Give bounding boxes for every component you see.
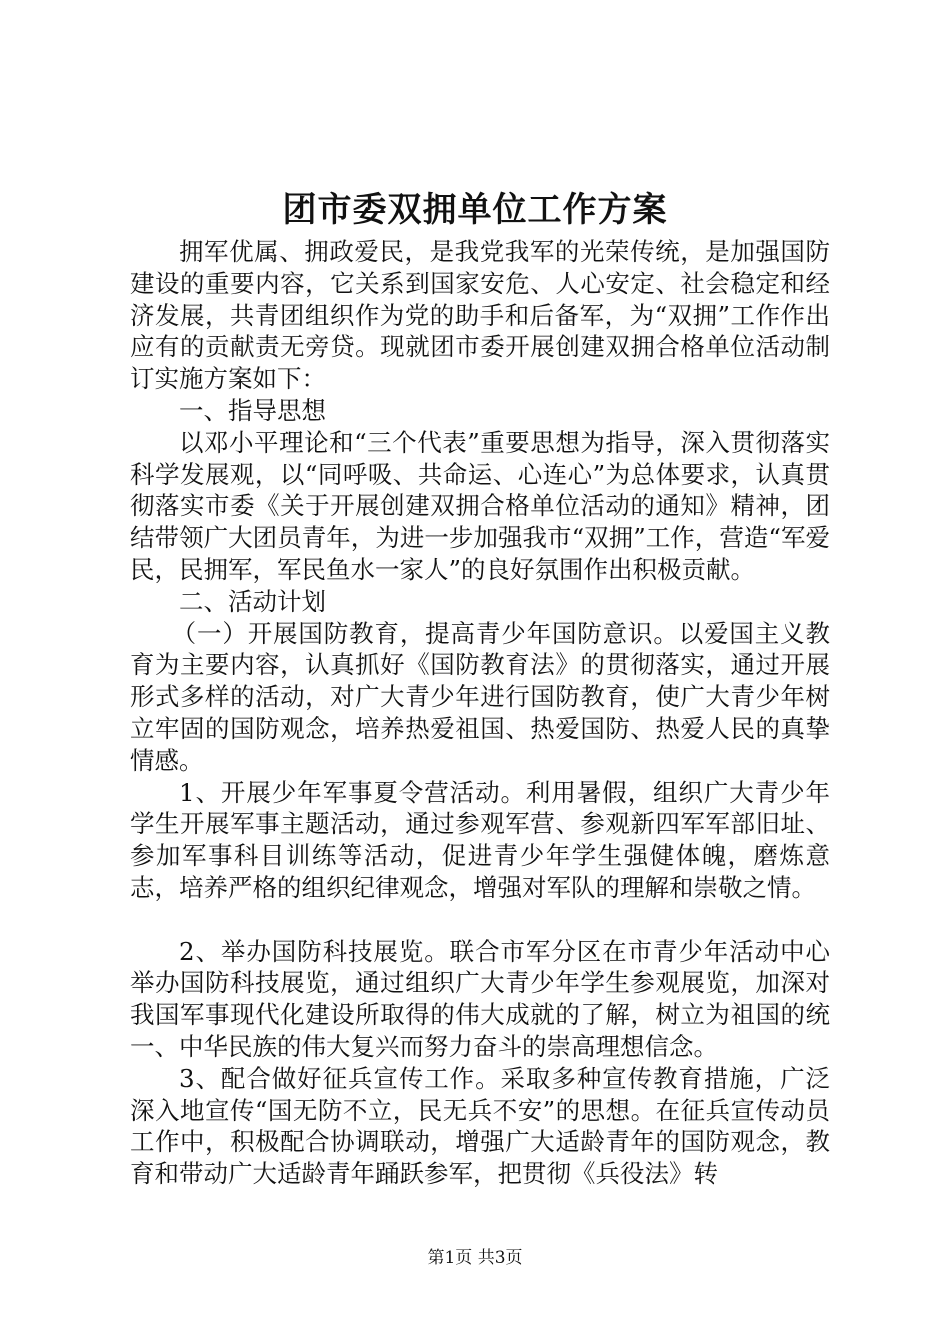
exhibition-paragraph: 2、举办国防科技展览。联合市军分区在市青少年活动中心举办国防科技展览，通过组织广大青少年学生参观展览，加深对我国军事现代化建设所取得的伟大成就的了解，树立为祖国的统一、中华民族的伟大复兴而努力奋斗的崇高理想信念。 <box>130 936 830 1061</box>
intro-paragraph: 拥军优属、拥政爱民，是我党我军的光荣传统，是加强国防建设的重要内容，它关系到国家安危、人心安定、社会稳定和经济发展，共青团组织作为党的助手和后备军，为“双拥”工作作出应有的贡献责无旁贷。现就团市委开展创建双拥合格单位活动制订实施方案如下： <box>130 237 830 394</box>
summer-camp-paragraph: 1、开展少年军事夏令营活动。利用暑假，组织广大青少年学生开展军事主题活动，通过参观军营、参观新四军军部旧址、参加军事科目训练等活动，促进青少年学生强健体魄，磨炼意志，培养严格的组织纪律观念，增强对军队的理解和崇敬之情。 <box>130 777 830 902</box>
guiding-thought-paragraph: 以邓小平理论和“三个代表”重要思想为指导，深入贯彻落实科学发展观，以“同呼吸、共命运、心连心”为总体要求，认真贯彻落实市委《关于开展创建双拥合格单位活动的通知》精神，团结带领广大团员青年，为进一步加强我市“双拥”工作，营造“军爱民，民拥军，军民鱼水一家人”的良好氛围作出积极贡献。 <box>130 427 830 584</box>
recruitment-paragraph: 3、配合做好征兵宣传工作。采取多种宣传教育措施，广泛深入地宣传“国无防不立，民无兵不安”的思想。在征兵宣传动员工作中，积极配合协调联动，增强广大适龄青年的国防观念，教育和带动广大适龄青年踊跃参军，把贯彻《兵役法》转 <box>130 1063 830 1189</box>
section-heading-activity-plan: 二、活动计划 <box>179 586 326 616</box>
document-title: 团市委双拥单位工作方案 <box>282 190 668 230</box>
document-body <box>130 236 830 1190</box>
page-number-footer: 第1页 共3页 <box>427 1248 523 1268</box>
activity-item-1-paragraph: （一）开展国防教育，提高青少年国防意识。以爱国主义教育为主要内容，认真抓好《国防教育法》的贯彻落实，通过开展形式多样的活动，对广大青少年进行国防教育，使广大青少年树立牢固的国防观念，培养热爱祖国、热爱国防、热爱人民的真挚情感。 <box>130 618 830 775</box>
section-heading-guiding-thought: 一、指导思想 <box>179 395 326 425</box>
paragraph-spacer <box>130 904 830 936</box>
